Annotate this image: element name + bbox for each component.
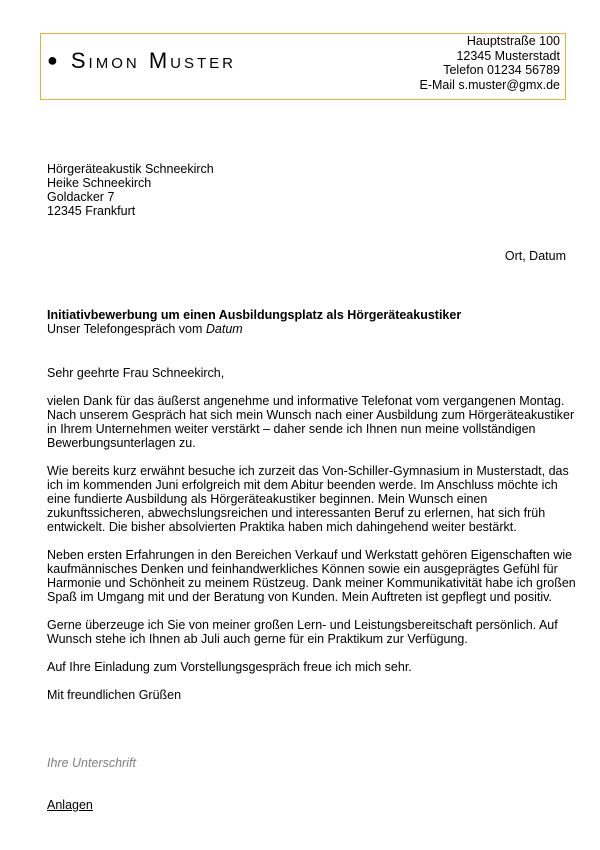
sender-street: Hauptstraße 100: [466, 34, 560, 48]
letter-body: [47, 366, 577, 716]
closing: Mit freundlichen Grüßen: [47, 688, 182, 702]
subject-title: Initiativbewerbung um einen Ausbildungsplatz als Hörgeräteakustiker: [47, 308, 462, 322]
recipient-address: [47, 162, 214, 218]
sender-contact: [420, 34, 561, 92]
recipient-company: Hörgeräteakustik Schneekirch: [47, 162, 214, 176]
paragraph-2: Wie bereits kurz erwähnt besuche ich zurzeit das Von-Schiller-Gymnasium in Musterstadt, das ich im kommenden Juni erfolgreich mit dem Abitur beenden werde. Im Anschluss möchte ich eine fundierte Ausbildung als Hörgeräteakustiker beginnen. Mein Wunsch einen zukunftssicheren, abwechslungsreichen und interessanten Beruf zu erlernen, hat sich früh entwickelt. Die bisher absolvierten Praktika haben mich dahingehend weiter bestärkt.: [47, 464, 569, 534]
bullet-icon: ●: [47, 50, 61, 70]
letterhead: [40, 33, 566, 100]
salutation: Sehr geehrte Frau Schneekirch,: [47, 366, 225, 380]
subject-block: [47, 308, 461, 336]
sender-phone: Telefon 01234 56789: [443, 63, 560, 77]
paragraph-3: Neben ersten Erfahrungen in den Bereichen Verkauf und Werkstatt gehören Eigenschaften wie kaufmännisches Denken und feinhandwerkliches Können sowie ein ausgeprägtes Gefühl für Harmonie und Schönheit zu meinem Rüstzeug. Dank meiner Kommunikativität habe ich großen Spaß im Umgang mit und der Beratung von Kunden. Mein Auftreten ist gepflegt und positiv.: [47, 548, 576, 604]
signature: Ihre Unterschrift: [47, 756, 136, 770]
recipient-street: Goldacker 7: [47, 190, 115, 204]
letter-date: Ort, Datum: [504, 249, 566, 263]
paragraph-1: vielen Dank für das äußerst angenehme und informative Telefonat vom vergangenen Montag. Nach unserem Gespräch hat sich mein Wunsch nach einer Ausbildung zum Hörgeräteakustiker in Ihrem Unternehmen weiter verstärkt – daher sende ich Ihnen nun meine vollständigen Bewerbungsunterlagen zu.: [47, 394, 575, 450]
sender-email: E-Mail s.muster@gmx.de: [419, 77, 560, 92]
paragraph-4: Gerne überzeuge ich Sie von meiner großen Lern- und Leistungsbereitschaft persönlich. Auf Wunsch stehe ich Ihnen ab Juli auch gerne für ein Praktikum zur Verfügung.: [47, 618, 558, 646]
sender-name: ● Simon Muster: [47, 48, 236, 73]
reference-date: Datum: [205, 322, 243, 336]
attachments-label: Anlagen: [47, 798, 93, 812]
recipient-city: 12345 Frankfurt: [47, 204, 136, 218]
paragraph-5: Auf Ihre Einladung zum Vorstellungsgespräch freue ich mich sehr.: [47, 660, 412, 674]
sender-city: 12345 Musterstadt: [456, 48, 560, 63]
subject-reference: Unser Telefongespräch vom Datum: [47, 322, 243, 336]
recipient-person: Heike Schneekirch: [47, 176, 152, 190]
